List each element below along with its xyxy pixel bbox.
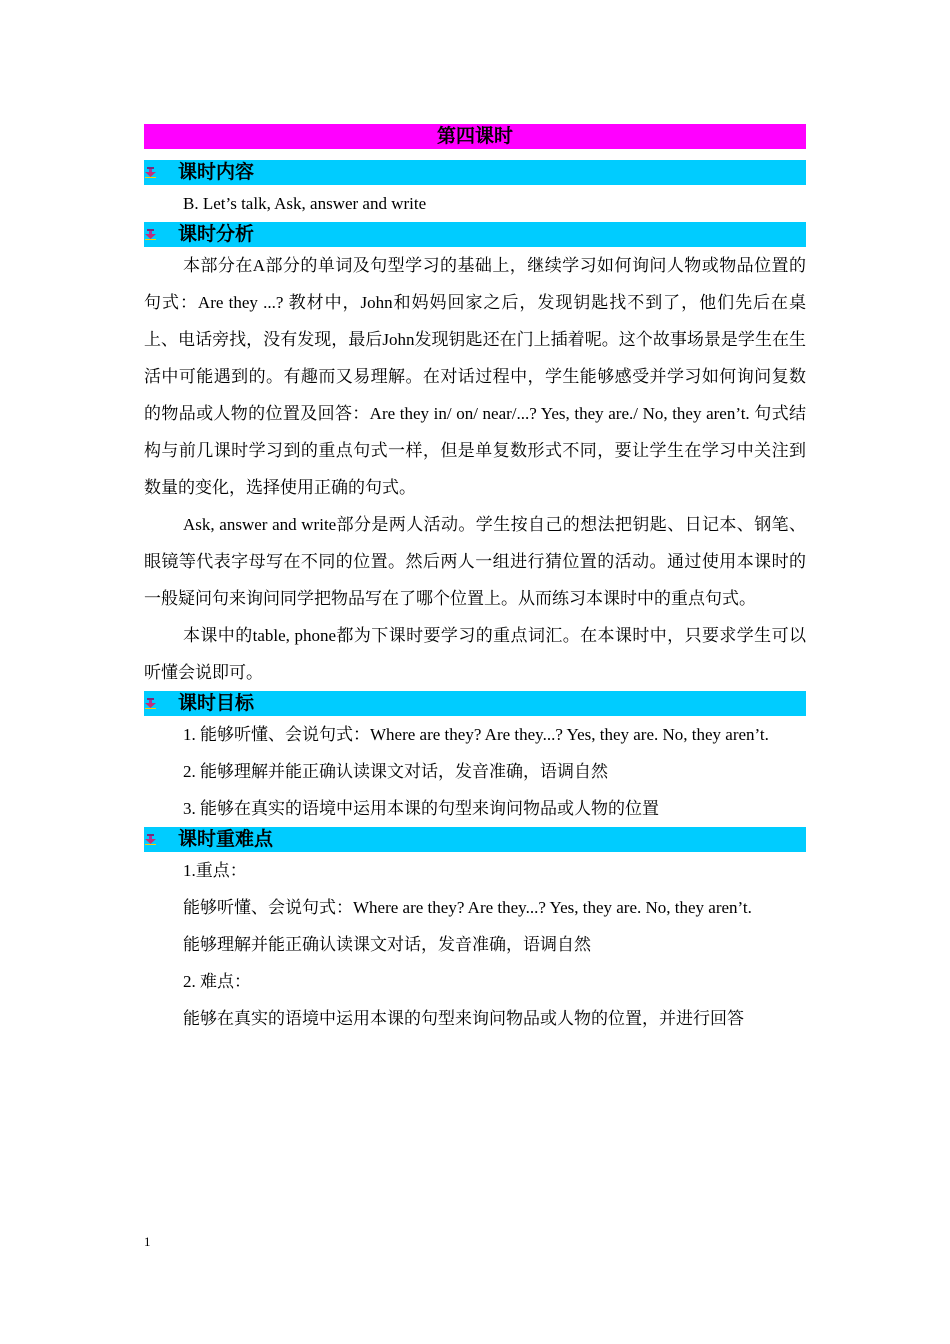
- page-number: 1: [144, 1234, 151, 1249]
- paragraph: 1. 能够听懂、会说句式：Where are they? Are they...? Yes, they are. No, they aren’t.: [183, 725, 769, 744]
- paragraph: 1.重点：: [183, 861, 247, 880]
- paragraph: 能够在真实的语境中运用本课的句型来询问物品或人物的位置，并进行回答: [183, 1009, 744, 1028]
- paragraph: 能够听懂、会说句式：Where are they? Are they...? Yes, they are. No, they aren’t.: [183, 898, 752, 917]
- section-heading-keypoints: [144, 827, 806, 852]
- lesson-title: 第四课时: [144, 124, 806, 149]
- paragraph: B. Let’s talk, Ask, answer and write: [183, 194, 427, 213]
- section-heading-text: 课时重难点: [178, 829, 274, 850]
- paragraph: Ask, answer and write部分是两人活动。学生按自己的想法把钥匙、日记本、钢笔、眼镜等代表字母写在不同的位置。然后两人一组进行猜位置的活动。通过使用本课时的一般疑问句来询问同学把物品写在了哪个位置上。从而练习本课时中的重点句式。: [144, 515, 806, 608]
- down-arrow-bullet-icon: [145, 229, 156, 240]
- section-heading-text: 课时分析: [178, 224, 255, 245]
- paragraph: 3. 能够在真实的语境中运用本课的句型来询问物品或人物的位置: [183, 799, 659, 818]
- section-heading-text: 课时内容: [178, 162, 255, 183]
- document-page: [144, 124, 806, 1037]
- section-heading-text: 课时目标: [178, 693, 255, 714]
- down-arrow-bullet-icon: [145, 834, 156, 845]
- section-heading-content: [144, 160, 806, 185]
- paragraph: 能够理解并能正确认读课文对话，发音准确，语调自然: [183, 935, 591, 954]
- paragraph: 2. 难点：: [183, 972, 251, 991]
- down-arrow-bullet-icon: [145, 698, 156, 709]
- section-heading-analysis: [144, 222, 806, 247]
- section-heading-goals: [144, 691, 806, 716]
- down-arrow-bullet-icon: [145, 167, 156, 178]
- paragraph: 本课中的table, phone都为下课时要学习的重点词汇。在本课时中，只要求学生可以听懂会说即可。: [144, 626, 806, 682]
- paragraph: 本部分在A部分的单词及句型学习的基础上，继续学习如何询问人物或物品位置的句式：Are they ...? 教材中，John和妈妈回家之后，发现钥匙找不到了，他们先后在桌上、电话旁找，没有发现，最后John发现钥匙还在门上插着呢。这个故事场景是学生在生活中可能遇到的。有趣而又易理解。在对话过程中，学生能够感受并学习如何询问复数的物品或人物的位置及回答：Are they in/ on/ near/...? Yes, they are./ No, they aren’t. 句式结构与前几课时学习到的重点句式一样，但是单复数形式不同，要让学生在学习中关注到数量的变化，选择使用正确的句式。: [144, 256, 806, 497]
- paragraph: 2. 能够理解并能正确认读课文对话，发音准确，语调自然: [183, 762, 608, 781]
